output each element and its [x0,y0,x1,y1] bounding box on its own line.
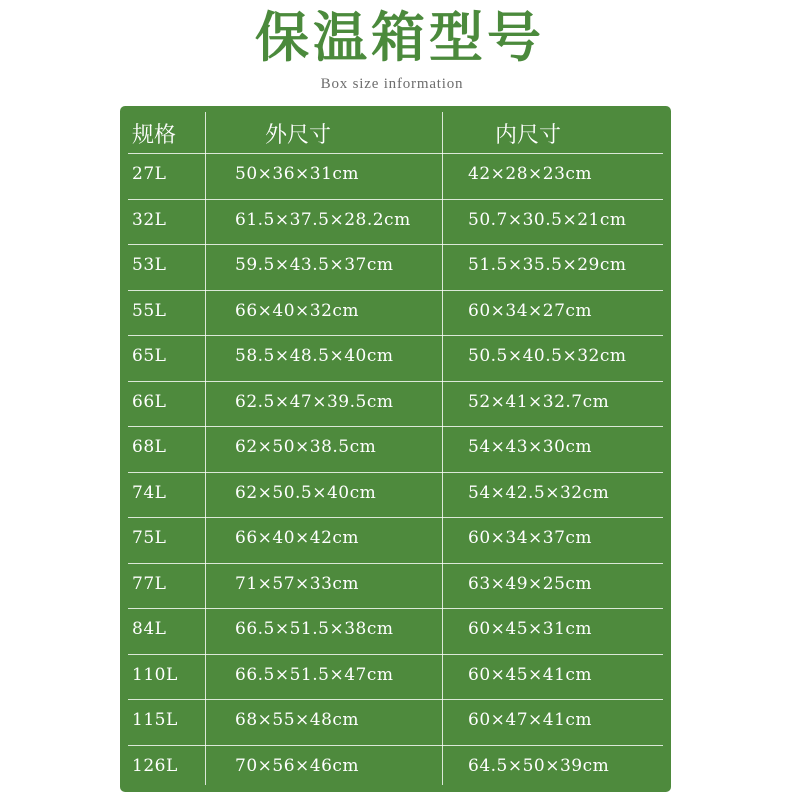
cell-inner-size: 60×47×41cm [468,710,593,730]
cell-inner-size: 54×42.5×32cm [468,482,610,503]
cell-outer-size: 62×50×38.5cm [235,437,377,457]
row-divider [128,244,663,245]
table-row [120,381,671,427]
table-header [120,106,671,153]
cell-outer-size: 59.5×43.5×37cm [235,255,394,275]
cell-inner-size: 54×43×30cm [468,437,593,457]
cell-spec: 126L [132,755,178,776]
table-row [120,199,671,245]
table-row [120,745,671,791]
cell-inner-size: 50.7×30.5×21cm [468,209,627,230]
table-row [120,244,671,290]
cell-spec: 115L [132,710,178,730]
cell-inner-size: 52×41×32.7cm [468,391,610,412]
cell-outer-size: 62×50.5×40cm [235,482,377,503]
cell-inner-size: 50.5×40.5×32cm [468,346,627,366]
table-row [120,608,671,654]
cell-inner-size: 63×49×25cm [468,573,593,594]
table-row [120,517,671,563]
cell-spec: 77L [132,573,167,594]
cell-outer-size: 66.5×51.5×38cm [235,619,394,639]
cell-outer-size: 70×56×46cm [235,755,360,776]
table-row [120,563,671,609]
cell-spec: 84L [132,619,167,639]
cell-outer-size: 62.5×47×39.5cm [235,391,394,412]
cell-spec: 53L [132,255,167,275]
cell-outer-size: 66×40×42cm [235,528,360,548]
cell-spec: 75L [132,528,167,548]
row-divider [128,426,663,427]
cell-inner-size: 51.5×35.5×29cm [468,255,627,275]
cell-outer-size: 61.5×37.5×28.2cm [235,209,411,230]
cell-inner-size: 64.5×50×39cm [468,755,610,776]
row-divider [128,745,663,746]
cell-spec: 55L [132,300,167,321]
cell-spec: 66L [132,391,167,412]
row-divider [128,290,663,291]
cell-spec: 110L [132,664,178,685]
table-row [120,426,671,472]
page-title: 保温箱型号 [255,6,545,69]
cell-spec: 74L [132,482,167,503]
row-divider [128,654,663,655]
cell-inner-size: 60×45×31cm [468,619,593,639]
cell-spec: 65L [132,346,167,366]
cell-outer-size: 66×40×32cm [235,300,360,321]
table-row [120,654,671,700]
cell-outer-size: 50×36×31cm [235,164,360,184]
cell-outer-size: 71×57×33cm [235,573,360,594]
cell-inner-size: 60×45×41cm [468,664,593,685]
cell-inner-size: 60×34×27cm [468,300,593,321]
size-table [120,106,671,792]
row-divider [128,472,663,473]
row-divider [128,335,663,336]
row-divider [128,608,663,609]
cell-outer-size: 68×55×48cm [235,710,360,730]
table-row [120,335,671,381]
row-divider [128,381,663,382]
cell-spec: 68L [132,437,167,457]
cell-outer-size: 66.5×51.5×47cm [235,664,394,685]
table-row [120,153,671,199]
table-row [120,472,671,518]
header-spec: 规格 [132,123,177,148]
row-divider [128,153,663,154]
cell-outer-size: 58.5×48.5×40cm [235,346,394,366]
row-divider [128,563,663,564]
page-subtitle: Box size information [320,76,464,92]
row-divider [128,199,663,200]
header-outer-size: 外尺寸 [265,123,332,148]
header-inner-size: 内尺寸 [495,123,562,148]
row-divider [128,517,663,518]
cell-spec: 27L [132,164,167,184]
row-divider [128,699,663,700]
cell-inner-size: 60×34×37cm [468,528,593,548]
cell-spec: 32L [132,209,167,230]
table-row [120,699,671,745]
cell-inner-size: 42×28×23cm [468,164,593,184]
table-row [120,290,671,336]
